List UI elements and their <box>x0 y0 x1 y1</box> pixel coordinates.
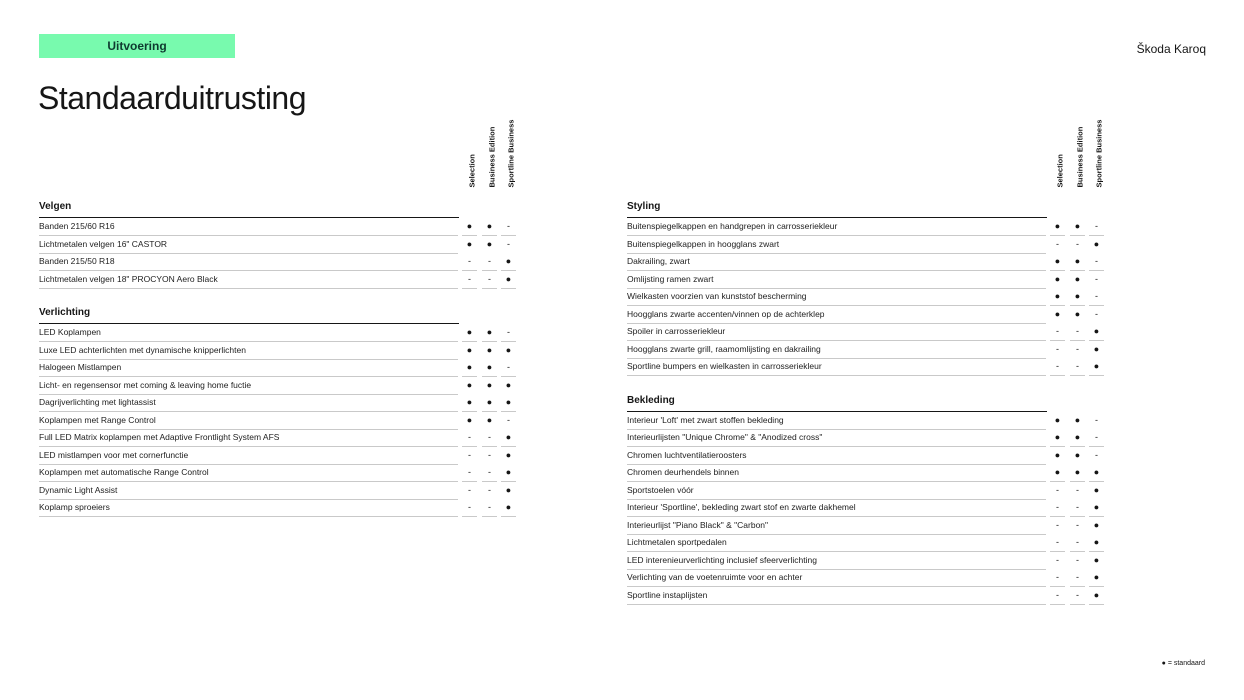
availability-cell: - <box>462 447 477 465</box>
row-label: Lichtmetalen sportpedalen <box>627 534 1046 552</box>
column-header <box>1050 120 1064 192</box>
section-styling <box>627 199 1107 376</box>
availability-cell: ● <box>1050 288 1065 306</box>
availability-cell: - <box>1070 236 1085 254</box>
table-row <box>627 587 1107 605</box>
availability-cell: ● <box>1050 218 1065 236</box>
availability-cell: ● <box>1089 323 1104 341</box>
column-header <box>482 120 496 192</box>
availability-cell: - <box>1070 358 1085 376</box>
availability-cell: - <box>462 482 477 500</box>
row-label: Dagrijverlichting met lightassist <box>39 394 458 412</box>
right-panel <box>627 120 1107 604</box>
availability-cell: - <box>501 236 516 254</box>
availability-cell: - <box>1089 218 1104 236</box>
row-label: Banden 215/60 R16 <box>39 218 458 236</box>
table-row <box>627 429 1107 447</box>
section-verlichting <box>39 305 519 517</box>
availability-cell: - <box>501 218 516 236</box>
table-row <box>627 358 1107 376</box>
column-header <box>462 120 476 192</box>
availability-cell: - <box>1089 271 1104 289</box>
availability-cell: ● <box>1050 253 1065 271</box>
availability-cell: - <box>1089 253 1104 271</box>
availability-cell: - <box>501 324 516 342</box>
availability-cell: ● <box>1089 534 1104 552</box>
row-label: Dynamic Light Assist <box>39 482 458 500</box>
availability-cell: - <box>1070 534 1085 552</box>
section-velgen <box>39 199 519 288</box>
availability-cell: ● <box>1070 429 1085 447</box>
availability-cell: ● <box>482 394 497 412</box>
availability-cell: - <box>462 271 477 289</box>
table-row <box>39 464 519 482</box>
table-row <box>627 447 1107 465</box>
availability-cell: ● <box>1089 552 1104 570</box>
table-row <box>627 253 1107 271</box>
row-label: Chromen deurhendels binnen <box>627 464 1046 482</box>
availability-cell: ● <box>1070 271 1085 289</box>
availability-cell: ● <box>1050 412 1065 430</box>
table-row <box>627 569 1107 587</box>
availability-cell: ● <box>482 377 497 395</box>
row-label: Spoiler in carrosseriekleur <box>627 323 1046 341</box>
table-row <box>627 482 1107 500</box>
availability-cell: - <box>1050 358 1065 376</box>
table-row <box>627 323 1107 341</box>
row-label: Sportstoelen vóór <box>627 482 1046 500</box>
availability-cell: ● <box>1070 464 1085 482</box>
table-row <box>627 271 1107 289</box>
availability-cell: ● <box>462 359 477 377</box>
row-label: Licht- en regensensor met coming & leaving home fuctie <box>39 377 458 395</box>
table-row <box>39 377 519 395</box>
row-label: Banden 215/50 R18 <box>39 253 458 271</box>
column-header-label: Selection <box>1055 154 1065 188</box>
row-label: Interieurlijst "Piano Black" & "Carbon" <box>627 517 1046 535</box>
availability-cell: - <box>1050 552 1065 570</box>
availability-cell: - <box>1050 482 1065 500</box>
availability-cell: ● <box>501 253 516 271</box>
availability-cell: ● <box>482 412 497 430</box>
brand-name: Škoda Karoq <box>1136 42 1206 56</box>
row-label: LED mistlampen voor met cornerfunctie <box>39 447 458 465</box>
availability-cell: ● <box>501 447 516 465</box>
section-bekleding <box>627 393 1107 605</box>
column-header-label: Selection <box>467 154 477 188</box>
availability-cell: - <box>1050 587 1065 605</box>
row-label: Hoogglans zwarte grill, raamomlijsting en dakrailing <box>627 341 1046 359</box>
table-row <box>39 429 519 447</box>
availability-cell: ● <box>1089 236 1104 254</box>
column-header-label: Sportline Business <box>506 119 516 188</box>
availability-cell: - <box>462 464 477 482</box>
column-header <box>501 120 515 192</box>
column-header-label: Business Edition <box>487 126 497 188</box>
table-row <box>627 464 1107 482</box>
table-row <box>627 236 1107 254</box>
column-header-label: Sportline Business <box>1094 119 1104 188</box>
table-row <box>39 271 519 289</box>
row-label: Sportline bumpers en wielkasten in carrosseriekleur <box>627 358 1046 376</box>
availability-cell: ● <box>482 359 497 377</box>
availability-cell: ● <box>462 394 477 412</box>
table-row <box>39 253 519 271</box>
availability-cell: ● <box>1070 253 1085 271</box>
row-label: Halogeen Mistlampen <box>39 359 458 377</box>
availability-cell: - <box>482 429 497 447</box>
availability-cell: ● <box>1089 464 1104 482</box>
availability-cell: ● <box>501 464 516 482</box>
availability-cell: ● <box>1050 429 1065 447</box>
availability-cell: ● <box>1089 358 1104 376</box>
table-row <box>39 342 519 360</box>
row-label: Koplampen met Range Control <box>39 412 458 430</box>
availability-cell: ● <box>501 342 516 360</box>
section-title: Styling <box>627 199 1047 218</box>
row-label: Wielkasten voorzien van kunststof bescherming <box>627 288 1046 306</box>
availability-cell: - <box>1070 587 1085 605</box>
table-row <box>39 499 519 517</box>
availability-cell: - <box>1050 499 1065 517</box>
row-label: Lichtmetalen velgen 16" CASTOR <box>39 236 458 254</box>
availability-cell: ● <box>501 271 516 289</box>
table-row <box>627 341 1107 359</box>
availability-cell: - <box>501 359 516 377</box>
availability-cell: ● <box>1050 464 1065 482</box>
page-title: Standaarduitrusting <box>38 80 307 116</box>
row-label: Full LED Matrix koplampen met Adaptive Frontlight System AFS <box>39 429 458 447</box>
availability-cell: ● <box>482 236 497 254</box>
row-label: Buitenspiegelkappen en handgrepen in carrosseriekleur <box>627 218 1046 236</box>
availability-cell: - <box>482 447 497 465</box>
row-label: LED interenieurverlichting inclusief sfeerverlichting <box>627 552 1046 570</box>
availability-cell: ● <box>482 324 497 342</box>
legend: ● = standaard <box>1161 660 1205 667</box>
row-label: Dakrailing, zwart <box>627 253 1046 271</box>
table-row <box>39 482 519 500</box>
table-row <box>627 534 1107 552</box>
row-label: LED Koplampen <box>39 324 458 342</box>
availability-cell: ● <box>1089 341 1104 359</box>
availability-cell: ● <box>501 482 516 500</box>
availability-cell: ● <box>1070 447 1085 465</box>
table-row <box>627 306 1107 324</box>
availability-cell: ● <box>1089 482 1104 500</box>
table-row <box>627 552 1107 570</box>
availability-cell: - <box>1070 482 1085 500</box>
availability-cell: - <box>462 253 477 271</box>
availability-cell: - <box>1089 429 1104 447</box>
table-row <box>627 412 1107 430</box>
availability-cell: ● <box>462 324 477 342</box>
availability-cell: ● <box>462 218 477 236</box>
availability-cell: ● <box>1050 306 1065 324</box>
availability-cell: - <box>482 271 497 289</box>
availability-cell: ● <box>1089 569 1104 587</box>
availability-cell: ● <box>482 342 497 360</box>
column-header <box>1089 120 1103 192</box>
availability-cell: - <box>462 499 477 517</box>
row-label: Koplampen met automatische Range Control <box>39 464 458 482</box>
table-row <box>39 412 519 430</box>
availability-cell: - <box>1050 534 1065 552</box>
availability-cell: ● <box>1050 271 1065 289</box>
availability-cell: - <box>1070 499 1085 517</box>
availability-cell: ● <box>1089 587 1104 605</box>
availability-cell: - <box>462 429 477 447</box>
row-label: Interieur 'Sportline', bekleding zwart stof en zwarte dakhemel <box>627 499 1046 517</box>
availability-cell: - <box>1070 323 1085 341</box>
availability-cell: - <box>1070 552 1085 570</box>
availability-cell: - <box>1050 341 1065 359</box>
availability-cell: ● <box>501 377 516 395</box>
availability-cell: ● <box>1070 288 1085 306</box>
availability-cell: ● <box>482 218 497 236</box>
availability-cell: - <box>1089 412 1104 430</box>
availability-cell: - <box>1050 517 1065 535</box>
table-row <box>39 394 519 412</box>
section-tag: Uitvoering <box>39 34 235 58</box>
row-label: Sportline instaplijsten <box>627 587 1046 605</box>
availability-cell: ● <box>462 377 477 395</box>
table-row <box>39 447 519 465</box>
availability-cell: ● <box>501 429 516 447</box>
table-row <box>627 517 1107 535</box>
row-label: Chromen luchtventilatieroosters <box>627 447 1046 465</box>
availability-cell: ● <box>462 342 477 360</box>
availability-cell: - <box>501 412 516 430</box>
column-header <box>1070 120 1084 192</box>
section-title: Velgen <box>39 199 459 218</box>
table-row <box>39 359 519 377</box>
left-panel <box>39 120 519 517</box>
column-header-label: Business Edition <box>1075 126 1085 188</box>
availability-cell: ● <box>462 412 477 430</box>
availability-cell: ● <box>1070 412 1085 430</box>
availability-cell: ● <box>501 499 516 517</box>
availability-cell: - <box>482 482 497 500</box>
row-label: Luxe LED achterlichten met dynamische knipperlichten <box>39 342 458 360</box>
availability-cell: ● <box>1070 218 1085 236</box>
row-label: Koplamp sproeiers <box>39 499 458 517</box>
row-label: Hoogglans zwarte accenten/vinnen op de achterklep <box>627 306 1046 324</box>
availability-cell: - <box>1050 323 1065 341</box>
section-title: Bekleding <box>627 393 1047 412</box>
availability-cell: - <box>482 253 497 271</box>
table-row <box>627 218 1107 236</box>
availability-cell: - <box>1089 306 1104 324</box>
availability-cell: ● <box>1070 306 1085 324</box>
availability-cell: - <box>482 499 497 517</box>
availability-cell: ● <box>1050 447 1065 465</box>
availability-cell: ● <box>1089 499 1104 517</box>
column-headers <box>627 120 1107 192</box>
row-label: Lichtmetalen velgen 18" PROCYON Aero Black <box>39 271 458 289</box>
section-title: Verlichting <box>39 305 459 324</box>
availability-cell: - <box>1050 236 1065 254</box>
table-row <box>39 236 519 254</box>
availability-cell: ● <box>1089 517 1104 535</box>
table-row <box>627 288 1107 306</box>
row-label: Omlijsting ramen zwart <box>627 271 1046 289</box>
availability-cell: - <box>1070 517 1085 535</box>
availability-cell: ● <box>501 394 516 412</box>
availability-cell: - <box>1089 447 1104 465</box>
availability-cell: - <box>482 464 497 482</box>
availability-cell: - <box>1070 569 1085 587</box>
row-label: Verlichting van de voetenruimte voor en achter <box>627 569 1046 587</box>
column-headers <box>39 120 519 192</box>
table-row <box>627 499 1107 517</box>
availability-cell: - <box>1089 288 1104 306</box>
table-row <box>39 324 519 342</box>
row-label: Interieur 'Loft' met zwart stoffen bekleding <box>627 412 1046 430</box>
availability-cell: ● <box>462 236 477 254</box>
table-row <box>39 218 519 236</box>
availability-cell: - <box>1050 569 1065 587</box>
row-label: Interieurlijsten "Unique Chrome" & "Anodized cross" <box>627 429 1046 447</box>
availability-cell: - <box>1070 341 1085 359</box>
row-label: Buitenspiegelkappen in hoogglans zwart <box>627 236 1046 254</box>
